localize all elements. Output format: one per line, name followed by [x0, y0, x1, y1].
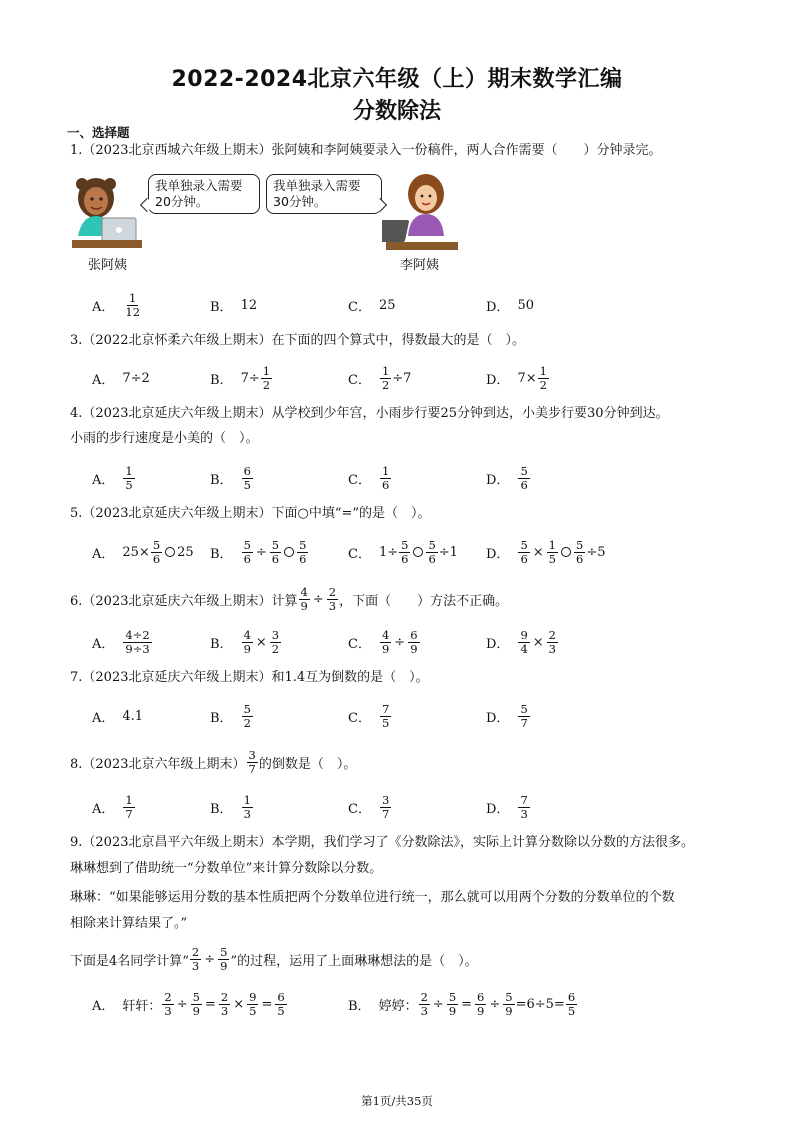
page-subtitle: 分数除法 — [352, 99, 441, 124]
fraction — [242, 703, 253, 730]
numerator: 5 — [243, 537, 251, 552]
bubble-zhang-line1: 我单独录入需要 — [155, 178, 243, 193]
fraction — [547, 629, 558, 656]
operator: ÷ — [204, 951, 216, 967]
numerator: 1 — [381, 363, 390, 378]
fraction — [574, 539, 585, 566]
numerator: 1 — [548, 537, 556, 552]
option-value: 4.1 — [122, 708, 144, 724]
equals-sign: = — [204, 996, 216, 1012]
expr-part: ÷5 — [586, 544, 606, 560]
numerator: 6 — [243, 463, 251, 478]
operator: ÷ — [255, 544, 267, 560]
operator: ÷ — [312, 591, 324, 607]
numerator: 3 — [248, 747, 256, 762]
question-6-stem — [70, 582, 508, 616]
option-c[interactable] — [348, 535, 458, 569]
option-b[interactable] — [210, 361, 273, 395]
option-label: C． — [348, 372, 371, 388]
denominator: 3 — [328, 598, 337, 613]
denominator: 6 — [401, 551, 409, 566]
numerator: 4÷2 — [125, 627, 150, 642]
numerator: 2 — [220, 989, 229, 1004]
numerator: 5 — [576, 537, 584, 552]
numerator: 4 — [300, 584, 308, 599]
denominator: 3 — [164, 1003, 172, 1018]
option-label: C． — [348, 636, 371, 652]
numerator: 3 — [271, 627, 280, 642]
stem-part: ”的过程，运用了上面琳琳想法的是（ ）。 — [230, 953, 478, 969]
question-8-options — [92, 790, 732, 824]
option-b[interactable] — [210, 535, 309, 569]
numerator: 7 — [381, 701, 390, 716]
denominator: 2 — [271, 641, 280, 656]
numerator: 5 — [448, 989, 457, 1004]
denominator: 9 — [381, 641, 390, 656]
question-4-stem-line2: 小雨的步行速度是小美的（ ）。 — [70, 431, 259, 446]
denominator: 6 — [243, 551, 251, 566]
blank-circle — [413, 547, 423, 557]
section-heading: 一、选择题 — [67, 125, 130, 140]
denominator: 6 — [152, 551, 161, 566]
fraction — [247, 991, 258, 1018]
numerator: 1 — [129, 290, 137, 305]
option-label: A． — [92, 299, 115, 315]
option-label: A． — [92, 801, 115, 817]
option-b[interactable] — [210, 625, 282, 659]
question-4-options — [92, 461, 732, 495]
numerator: 5 — [505, 989, 513, 1004]
denominator: 2 — [381, 377, 390, 392]
question-3-stem: 3.（2022北京怀柔六年级上期末）在下面的四个算式中，得数最大的是（ ）。 — [70, 333, 525, 348]
option-label: D． — [486, 299, 510, 315]
option-c[interactable] — [348, 461, 392, 495]
option-a[interactable] — [92, 699, 143, 733]
operator: × — [255, 634, 267, 650]
page-number-footer: 第1页/共35页 — [361, 1094, 433, 1108]
fraction — [162, 991, 173, 1018]
numerator: 3 — [381, 792, 390, 807]
option-d[interactable] — [486, 790, 531, 824]
operator: ÷ — [489, 996, 501, 1012]
option-b[interactable] — [210, 461, 254, 495]
fraction — [261, 365, 272, 392]
fraction — [408, 629, 419, 656]
question-3-options — [92, 361, 732, 395]
denominator: 5 — [243, 477, 251, 492]
fraction — [191, 991, 202, 1018]
operator: ÷ — [432, 996, 444, 1012]
option-label: C． — [348, 472, 371, 488]
page-title: 2022-2024北京六年级（上）期末数学汇编 — [171, 67, 623, 92]
numerator: 5 — [299, 537, 307, 552]
fraction — [380, 629, 391, 656]
fraction — [518, 794, 529, 821]
numerator: 5 — [401, 537, 409, 552]
fraction — [270, 539, 281, 566]
expr-part: ÷7 — [392, 370, 412, 386]
fraction — [380, 703, 391, 730]
option-label: C． — [348, 546, 371, 562]
question-9-stem-line5 — [70, 942, 478, 976]
option-b[interactable] — [210, 288, 257, 322]
option-label: A． — [92, 372, 115, 388]
numerator: 5 — [220, 944, 228, 959]
operator: × — [233, 996, 245, 1012]
option-label: D． — [486, 710, 510, 726]
fraction — [242, 539, 253, 566]
fraction — [518, 465, 529, 492]
fraction — [190, 946, 201, 973]
stem-part: 下面是4名同学计算“ — [70, 953, 189, 969]
numerator: 1 — [262, 363, 271, 378]
denominator: 5 — [548, 551, 556, 566]
fraction — [123, 465, 134, 492]
denominator: 9 — [477, 1003, 485, 1018]
blank-circle — [561, 547, 571, 557]
fraction — [380, 465, 391, 492]
denominator: 6 — [271, 551, 280, 566]
denominator: 6 — [299, 551, 307, 566]
expr-part: 7× — [517, 370, 537, 386]
fraction — [219, 991, 230, 1018]
denominator: 6 — [428, 551, 436, 566]
option-value: 50 — [517, 297, 534, 313]
option-a[interactable] — [92, 361, 150, 395]
stem-part: 8.（2023北京六年级上期末） — [70, 756, 246, 772]
numerator: 1 — [539, 363, 547, 378]
student-name: 轩轩： — [122, 998, 162, 1014]
denominator: 7 — [125, 806, 133, 821]
option-label: B． — [348, 998, 371, 1014]
expr-part: 7÷ — [240, 370, 260, 386]
denominator: 5 — [125, 477, 133, 492]
option-b[interactable] — [210, 790, 254, 824]
numerator: 2 — [164, 989, 172, 1004]
option-label: B． — [210, 546, 233, 562]
blank-circle — [165, 547, 175, 557]
fraction — [380, 365, 391, 392]
numerator: 5 — [271, 537, 280, 552]
question-1-options — [92, 288, 732, 322]
fraction — [447, 991, 458, 1018]
option-c[interactable] — [348, 361, 411, 395]
option-d[interactable] — [486, 535, 606, 569]
numerator: 2 — [191, 944, 200, 959]
option-label: A． — [92, 546, 115, 562]
denominator: 9 — [410, 641, 418, 656]
denominator: 7 — [248, 761, 256, 776]
denominator: 5 — [249, 1003, 257, 1018]
option-d[interactable] — [486, 699, 531, 733]
operator: × — [532, 544, 544, 560]
denominator: 9 — [192, 1003, 200, 1018]
numerator: 1 — [243, 792, 251, 807]
speech-bubble-li — [266, 174, 382, 214]
numerator: 2 — [548, 627, 556, 642]
option-label: D． — [486, 472, 510, 488]
denominator: 6 — [520, 477, 528, 492]
fraction — [518, 539, 529, 566]
numerator: 5 — [192, 989, 200, 1004]
fraction — [327, 586, 338, 613]
denominator: 6 — [576, 551, 584, 566]
option-b[interactable] — [348, 987, 578, 1021]
question-9-stem-line1: 9.（2023北京昌平六年级上期末）本学期，我们学习了《分数除法》，实际上计算分数除以分数的方法很多。 — [70, 835, 694, 850]
student-name: 婷婷： — [378, 998, 418, 1014]
numerator: 6 — [477, 989, 485, 1004]
fraction — [151, 539, 162, 566]
denominator: 4 — [520, 641, 528, 656]
option-label: B． — [210, 710, 233, 726]
option-label: B． — [210, 372, 233, 388]
option-label: A． — [92, 998, 115, 1014]
option-a[interactable] — [92, 987, 288, 1021]
numerator: 5 — [520, 701, 528, 716]
denominator: 3 — [420, 1003, 428, 1018]
numerator: 5 — [520, 537, 528, 552]
numerator: 5 — [243, 701, 251, 716]
question-5-stem: 5.（2023北京延庆六年级上期末）下面○中填“=”的是（ ）。 — [70, 506, 431, 521]
numerator: 9 — [249, 989, 257, 1004]
option-label: B． — [210, 636, 233, 652]
question-5-options — [92, 535, 732, 569]
option-a[interactable] — [92, 790, 136, 824]
numerator: 6 — [277, 989, 285, 1004]
fraction — [270, 629, 281, 656]
fraction — [566, 991, 577, 1018]
operator: ÷ — [176, 996, 188, 1012]
option-a[interactable] — [92, 288, 143, 322]
fraction — [475, 991, 486, 1018]
speech-bubble-zhang — [148, 174, 260, 214]
fraction — [299, 586, 310, 613]
denominator: 3 — [243, 806, 251, 821]
option-value: 7÷2 — [122, 370, 150, 386]
denominator: 7 — [520, 715, 528, 730]
stem-part: 6.（2023北京延庆六年级上期末）计算 — [70, 593, 298, 609]
stem-part: 的倒数是（ ）。 — [258, 756, 357, 772]
option-value: 25 — [378, 297, 396, 313]
question-7-stem: 7.（2023北京延庆六年级上期末）和1.4互为倒数的是（ ）。 — [70, 670, 429, 685]
denominator: 3 — [220, 1003, 229, 1018]
option-d[interactable] — [486, 625, 559, 659]
denominator: 3 — [520, 806, 528, 821]
option-label: D． — [486, 801, 510, 817]
fraction — [518, 703, 529, 730]
equals-sign: = — [461, 996, 473, 1012]
question-7-options — [92, 699, 732, 733]
numerator: 1 — [381, 463, 390, 478]
numerator: 7 — [520, 792, 528, 807]
question-9-stem-line2: 琳琳想到了借助统一“分数单位”来计算分数除以分数。 — [70, 861, 383, 876]
option-label: C． — [348, 710, 371, 726]
fraction — [218, 946, 229, 973]
option-value: 12 — [240, 297, 258, 313]
option-c[interactable] — [348, 625, 421, 659]
option-b[interactable] — [210, 699, 254, 733]
numerator: 9 — [520, 627, 528, 642]
option-c[interactable] — [348, 790, 392, 824]
option-label: B． — [210, 472, 233, 488]
denominator: 9 — [220, 958, 228, 973]
fraction — [247, 749, 258, 776]
stem-part: ，下面（ ）方法不正确。 — [339, 593, 509, 609]
option-label: D． — [486, 546, 510, 562]
expr-part: 25 — [177, 544, 194, 560]
denominator: 9÷3 — [125, 641, 150, 656]
numerator: 4 — [243, 627, 251, 642]
numerator: 6 — [410, 627, 418, 642]
question-9-stem-line3: 琳琳：“如果能够运用分数的基本性质把两个分数单位进行统一，那么就可以用两个分数的分数单位的个数 — [70, 890, 675, 905]
bubble-li-line2: 30分钟。 — [273, 194, 327, 209]
equals-sign: = — [261, 996, 273, 1012]
denominator: 9 — [505, 1003, 513, 1018]
fraction — [380, 794, 391, 821]
denominator: 6 — [520, 551, 528, 566]
question-4-stem-line1: 4.（2023北京延庆六年级上期末）从学校到少年宫，小雨步行要25分钟到达，小美步行要30分钟到达。 — [70, 406, 669, 421]
option-label: C． — [348, 801, 371, 817]
blank-circle — [284, 547, 294, 557]
fraction — [297, 539, 308, 566]
option-d[interactable] — [486, 461, 531, 495]
operator: × — [532, 634, 544, 650]
fraction — [242, 629, 253, 656]
option-c[interactable] — [348, 699, 392, 733]
option-d[interactable] — [486, 361, 550, 395]
fraction — [123, 794, 134, 821]
fraction — [503, 991, 514, 1018]
option-d[interactable] — [486, 288, 534, 322]
denominator: 5 — [277, 1003, 285, 1018]
denominator: 2 — [243, 715, 251, 730]
denominator: 2 — [262, 377, 271, 392]
option-c[interactable] — [348, 288, 396, 322]
person-label-li: 李阿姨 — [400, 258, 440, 273]
person-zhang-illustration — [72, 174, 144, 264]
option-label: A． — [92, 636, 115, 652]
option-label: D． — [486, 372, 510, 388]
fraction — [242, 794, 253, 821]
fraction — [399, 539, 410, 566]
operator: ÷ — [394, 634, 406, 650]
denominator: 7 — [381, 806, 390, 821]
numerator: 2 — [420, 989, 428, 1004]
expr-part: 1÷ — [378, 544, 399, 560]
option-a[interactable] — [92, 625, 153, 659]
fraction — [275, 991, 286, 1018]
numerator: 5 — [428, 537, 436, 552]
fraction — [426, 539, 437, 566]
option-label: C． — [348, 299, 371, 315]
option-label: D． — [486, 636, 510, 652]
denominator: 9 — [448, 1003, 457, 1018]
fraction — [538, 365, 549, 392]
denominator: 2 — [539, 377, 547, 392]
option-label: A． — [92, 710, 115, 726]
denominator: 9 — [300, 598, 308, 613]
question-6-options — [92, 625, 732, 659]
bubble-zhang-line2: 20分钟。 — [155, 194, 209, 209]
option-a[interactable] — [92, 461, 136, 495]
denominator: 3 — [548, 641, 556, 656]
numerator: 6 — [567, 989, 576, 1004]
question-9-stem-line4: 相除来计算结果了。” — [70, 916, 188, 931]
option-label: B． — [210, 299, 233, 315]
question-9-options — [92, 987, 732, 1021]
person-label-zhang: 张阿姨 — [88, 258, 128, 273]
numerator: 4 — [381, 627, 390, 642]
question-8-stem — [70, 745, 356, 779]
fraction — [547, 539, 558, 566]
option-label: A． — [92, 472, 115, 488]
numerator: 1 — [125, 463, 133, 478]
fraction — [419, 991, 430, 1018]
numerator: 2 — [328, 584, 337, 599]
numerator: 1 — [125, 792, 133, 807]
option-label: B． — [210, 801, 233, 817]
fraction — [123, 629, 151, 656]
denominator: 3 — [191, 958, 200, 973]
denominator: 5 — [567, 1003, 576, 1018]
expr-part: 25× — [122, 544, 150, 560]
fraction — [123, 292, 142, 319]
bubble-li-line1: 我单独录入需要 — [273, 178, 361, 193]
denominator: 5 — [381, 715, 390, 730]
question-1-illustration — [72, 166, 472, 276]
person-li-illustration — [382, 170, 462, 262]
numerator: 5 — [152, 537, 161, 552]
question-1-stem: 1.（2023北京西城六年级上期末）张阿姨和李阿姨要录入一份稿件，两人合作需要（ ）分钟录完。 — [70, 143, 662, 158]
expr-part: ÷1 — [438, 544, 458, 560]
denominator: 9 — [243, 641, 251, 656]
fraction — [518, 629, 529, 656]
option-a[interactable] — [92, 535, 194, 569]
fraction — [242, 465, 253, 492]
numerator: 5 — [520, 463, 528, 478]
expr-part: =6÷5= — [515, 996, 565, 1012]
denominator: 6 — [381, 477, 390, 492]
denominator: 12 — [125, 304, 141, 319]
